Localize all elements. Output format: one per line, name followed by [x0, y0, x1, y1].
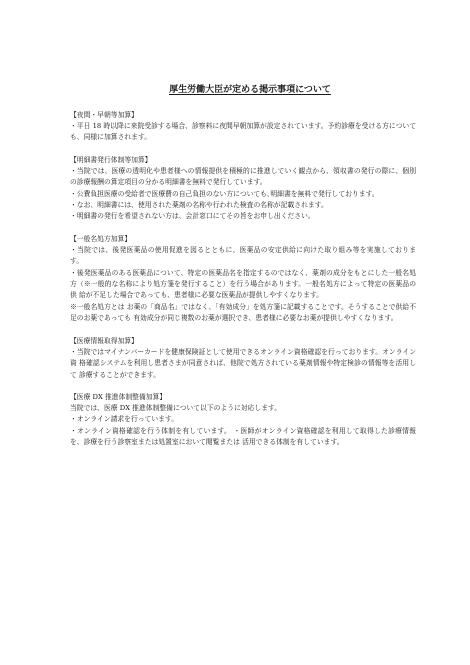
section-generic-prescription-fee: [70, 234, 416, 325]
section-heading: 【医療 DX 推進体制整備加算】: [70, 392, 167, 401]
section-paragraph: ※一般名処方とは お薬の「商品名」ではなく、「有効成分」を処方箋に記載することです。そうすることで供給不足のお薬であっても 有効成分が同じ複数のお薬が選択でき、患者様に必要なお薬が提供しやすくなります。: [70, 302, 416, 323]
section-paragraph: ・当院では、後発医薬品の使用促進を図るとともに、医薬品の安定供給に向けた取り組み等を実施しております。: [70, 245, 416, 266]
section-paragraph: ・オンライン請求を行っています。: [70, 415, 179, 424]
section-paragraph: 当院では、医療 DX 推進体制整備について以下のように対応します。: [70, 403, 282, 412]
section-heading: 【一般名処方加算】: [70, 234, 132, 243]
section-medical-info-fee: [70, 336, 416, 381]
section-paragraph: ・平日 18 時以降に来院受診する場合、診察料に夜間早朝加算が設定されています。予約診療を受ける方についても、同様に加算されます。: [70, 122, 416, 142]
section-paragraph: ・明細書の発行を希望されない方は、会計窓口にてその旨をお申し出ください。: [70, 212, 315, 221]
section-paragraph: ・オンライン資格確認を行う体制を有しています。 ・医師がオンライン資格確認を利用して取得した診療情報を、診療を行う診察室または処置室において閲覧または 活用できる体制を有しています。: [70, 426, 416, 447]
section-paragraph: ・当院では、医療の透明化や患者様への情報提供を積極的に推進していく観点から、領収書の発行の際に、個別 の診療報酬の算定項目の分かる明細書を無料で発行しています。: [70, 166, 423, 187]
section-heading: 【夜間・早朝等加算】: [70, 111, 138, 119]
section-paragraph: ・当院ではマイナンバーカードを健康保険証として使用できるオンライン資格確認を行っております。オンライン資 格確認システムを利用し患者さまが同意されば、他院で処方されている薬剤情報や特定検診の情報等を活用して 診療することができます。: [70, 347, 416, 379]
section-itemized-receipt-fee: [70, 155, 423, 223]
section-heading: 【医療情報取得加算】: [70, 336, 138, 345]
section-heading: 【明細書発行体制等加算】: [70, 155, 152, 164]
page-title: 厚生労働大臣が定める掲示事項について: [169, 85, 331, 95]
section-paragraph: ・後発医薬品のある医薬品について、特定の医薬品名を指定するのではなく、薬剤の成分をもとにした一般名処 方（※一般的な名称により処方箋を発行すること）を行う場合があります。一般名処方によって特定の医薬品の供 給が不足した場合であっても、患者様に必要な医薬品が提供しやすくなります。: [70, 268, 416, 300]
section-night-early-fee: [70, 110, 416, 144]
section-paragraph: ・なお、明細書には、使用された薬剤の名称や行われた検査の名称が記載されます。: [70, 201, 328, 210]
section-paragraph: ・公費負担医療の受給者で医療費の自己負担のない方についても､明細書を無料で発行しております。: [70, 189, 379, 198]
section-medical-dx-fee: [70, 392, 416, 449]
